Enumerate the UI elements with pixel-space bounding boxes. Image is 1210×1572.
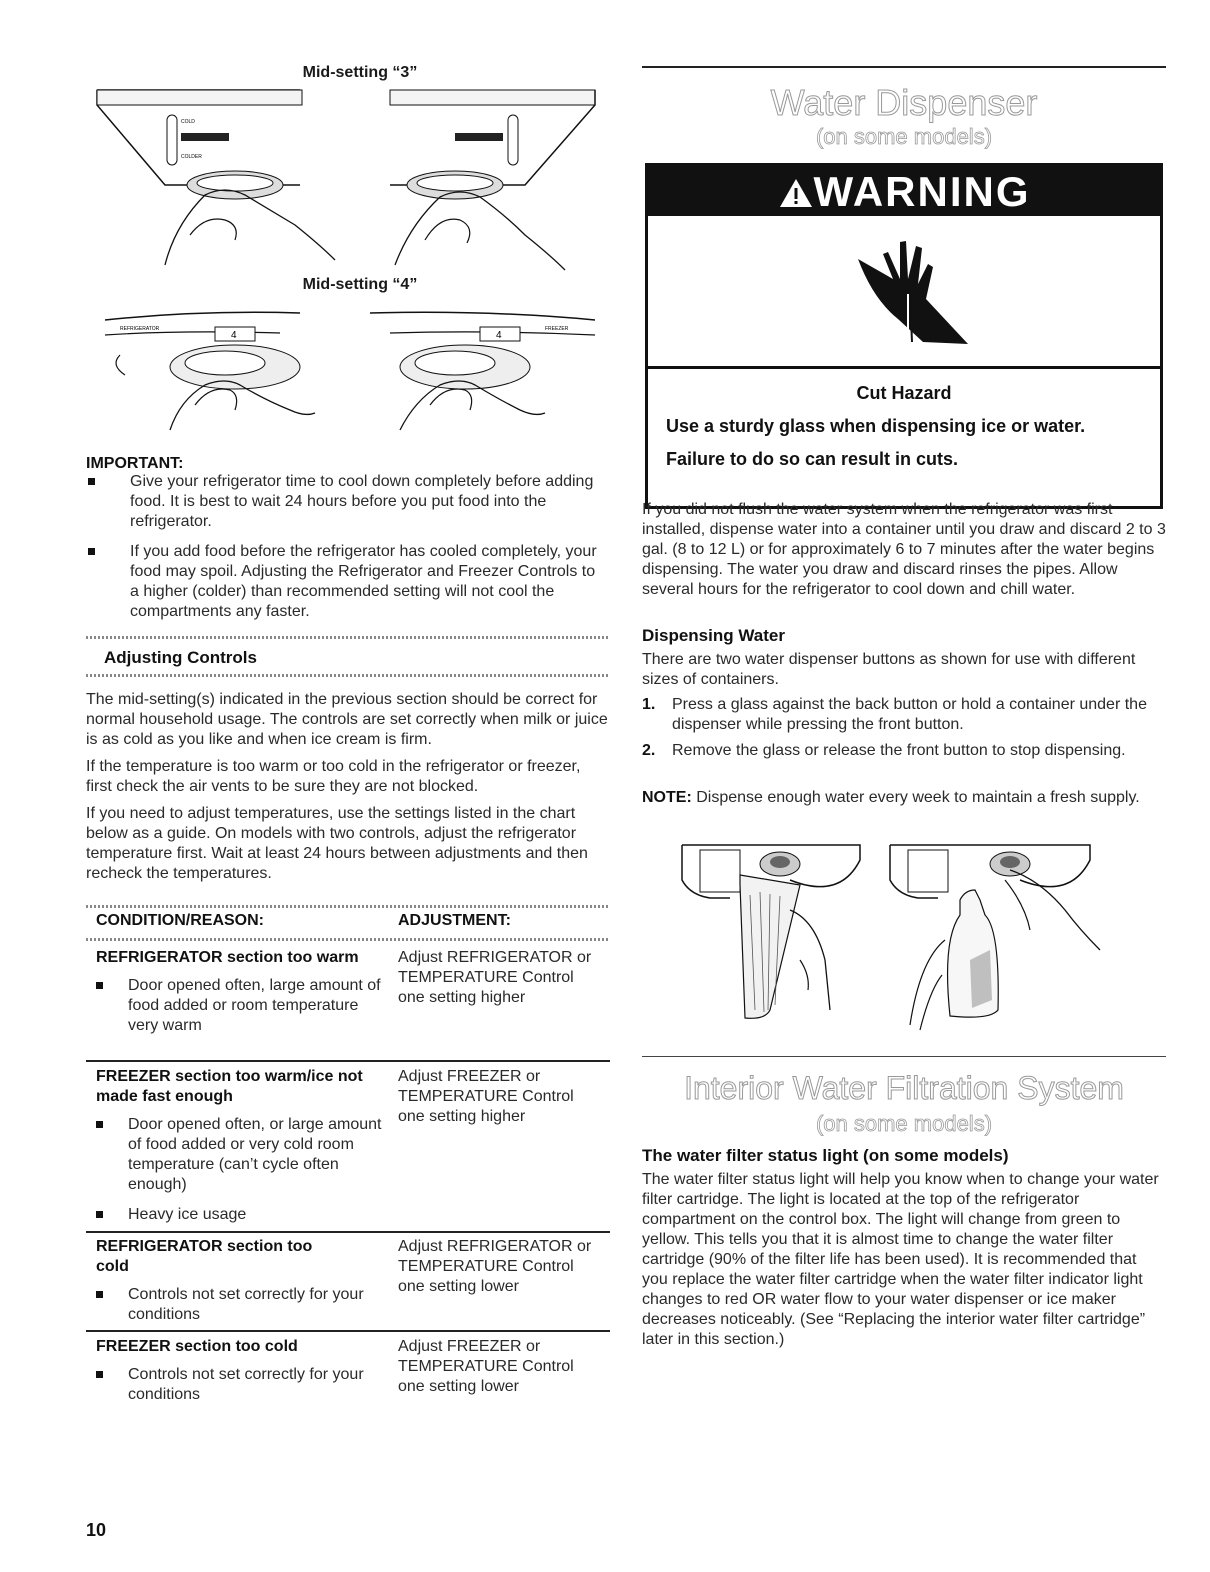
important-item-text: Give your refrigerator time to cool down completely before adding food. It is best to wait 24 hours before you put food into the refrigerator. [130, 473, 594, 530]
dial-number-4-left: 4 [231, 330, 237, 341]
dispensing-water-heading: Dispensing Water [642, 626, 785, 645]
warning-banner [648, 166, 1160, 216]
dispensing-intro: There are two water dispenser buttons as shown for use with different sizes of containers. [642, 651, 1136, 688]
filtration-heading: Interior Water Filtration System [684, 1070, 1124, 1106]
step-number: 1. [642, 696, 656, 713]
dial-label-refrigerator: REFRIGERATOR [120, 326, 160, 332]
reason-item [96, 1115, 386, 1195]
reason-text: Door opened often, or large amount of food added or very cold room temperature (can’t cycle often enough) [128, 1116, 382, 1193]
reason-item [96, 1285, 388, 1325]
adjustment-text: Adjust REFRIGERATOR or TEMPERATURE Control one setting higher [398, 949, 592, 1006]
note-paragraph [642, 788, 1162, 808]
filter-status-heading: The water filter status light (on some models) [642, 1146, 1009, 1165]
adjusting-paragraph: If the temperature is too warm or too cold in the refrigerator or freezer, first check the air vents to be sure they are not blocked. [86, 758, 581, 795]
hazard-graphic-area [648, 216, 1160, 369]
filtration-subheading: (on some models) [815, 1111, 993, 1136]
adjustment-text: Adjust REFRIGERATOR or TEMPERATURE Control one setting lower [398, 1238, 592, 1295]
condition-text: FREEZER section too cold [96, 1338, 298, 1355]
hazard-title: Cut Hazard [856, 383, 952, 403]
figure-caption-mid-setting-3: Mid-setting “3” [302, 64, 418, 81]
step-text: Press a glass against the back button or hold a container under the dispenser while pressing the front button. [672, 696, 1147, 733]
note-text: Dispense enough water every week to maintain a fresh supply. [691, 789, 1140, 806]
row-divider [86, 1330, 610, 1332]
dotted-divider [86, 905, 610, 908]
water-dispenser-heading: Water Dispenser [770, 82, 1038, 123]
note-label: NOTE: [642, 789, 692, 806]
bullet-icon [88, 478, 95, 485]
row-divider [86, 1060, 610, 1062]
cut-hand-icon [838, 234, 978, 352]
figure-caption-mid-setting-4: Mid-setting “4” [302, 276, 418, 293]
water-dispenser-illustration [680, 840, 1120, 1040]
section-divider [642, 1056, 1166, 1057]
bullet-icon [96, 1211, 103, 1218]
reason-text: Heavy ice usage [128, 1206, 247, 1223]
important-label: IMPORTANT: [86, 455, 184, 472]
table-row [96, 1337, 386, 1405]
adjusting-paragraphs [86, 690, 610, 884]
step-number: 2. [642, 742, 656, 759]
section-divider [642, 66, 1166, 68]
dotted-divider [86, 938, 610, 941]
dotted-divider [86, 674, 610, 677]
filter-status-paragraph: The water filter status light will help you know when to change your water filter cartridge. The light is located at the top of the refrigerator compartment on the control box. The light will change from green to yellow. This tells you that it is almost time to change the water filter cartridge (90% of the filter life has been used). It is recommended that you replace the water filter cartridge when the water filter indicator light changes to red OR water flow to your water dispenser or ice maker decreases noticeably. (See “Replacing the interior water filter cartridge” later in this section.) [642, 1171, 1159, 1348]
important-item-text: If you add food before the refrigerator has cooled completely, your food may spoil. Adjusting the Refrigerator and Freezer Controls to a higher (colder) than recommended setting will not cool the compartments any faster. [130, 543, 597, 620]
dial-number-4-right: 4 [496, 330, 502, 341]
bullet-icon [96, 1371, 103, 1378]
important-item [88, 472, 608, 532]
dial-label-colder: COLDER [181, 154, 202, 160]
warning-triangle-icon [778, 169, 814, 221]
control-dial-illustration-3 [95, 85, 600, 275]
dial-label-freezer: FREEZER [545, 326, 569, 332]
reason-text: Door opened often, large amount of food added or room temperature very warm [128, 977, 381, 1034]
bullet-icon [96, 982, 103, 989]
step-item [642, 741, 1166, 761]
table-row [96, 948, 386, 1036]
step-item [642, 695, 1166, 735]
page-number: 10 [86, 1520, 107, 1540]
row-divider [86, 1231, 610, 1233]
warning-box [645, 163, 1163, 509]
condition-text: REFRIGERATOR section too warm [96, 949, 359, 966]
dispensing-steps [642, 695, 1166, 761]
reason-item [96, 1205, 386, 1225]
table-header-adjustment: ADJUSTMENT: [398, 912, 511, 929]
hazard-line-1: Use a sturdy glass when dispensing ice or water. [666, 416, 1086, 436]
bullet-icon [96, 1291, 103, 1298]
adjustment-text: Adjust FREEZER or TEMPERATURE Control one setting higher [398, 1068, 574, 1125]
bullet-icon [96, 1121, 103, 1128]
dotted-divider [86, 636, 610, 639]
reason-text: Controls not set correctly for your conditions [128, 1286, 364, 1323]
adjusting-paragraph: If you need to adjust temperatures, use the settings listed in the chart below as a guide. On models with two controls, adjust the refrigerator temperature first. Wait at least 24 hours between adjustments and then recheck the temperatures. [86, 805, 588, 882]
adjusting-paragraph: The mid-setting(s) indicated in the previous section should be correct for normal household usage. The controls are set correctly when milk or juice is as cold as you like and when ice cream is firm. [86, 691, 608, 748]
flush-paragraph: If you did not flush the water system when the refrigerator was first installed, dispense water into a container until you draw and discard 2 to 3 gal. (8 to 12 L) or for approximately 6 to 7 minutes after the water begins dispensing. The water you draw and discard rinses the pipes. Allow several hours for the refrigerator to cool down and chill water. [642, 501, 1166, 598]
table-header-condition: CONDITION/REASON: [96, 912, 264, 929]
condition-text: FREEZER section too warm/ice not made fast enough [96, 1068, 363, 1105]
condition-text: REFRIGERATOR section too cold [96, 1238, 313, 1275]
dial-label-cold: COLD [181, 119, 195, 125]
important-item [88, 542, 608, 622]
bullet-icon [88, 548, 95, 555]
important-list [88, 472, 608, 622]
reason-text: Controls not set correctly for your conditions [128, 1366, 364, 1403]
table-row [96, 1067, 386, 1225]
warning-label: WARNING [813, 168, 1031, 215]
water-dispenser-subheading: (on some models) [815, 124, 993, 149]
step-text: Remove the glass or release the front button to stop dispensing. [672, 742, 1126, 759]
reason-item [96, 976, 386, 1036]
hazard-line-2: Failure to do so can result in cuts. [666, 449, 959, 469]
reason-item [96, 1365, 388, 1405]
table-row [96, 1237, 364, 1325]
adjustment-text: Adjust FREEZER or TEMPERATURE Control one setting lower [398, 1338, 574, 1395]
adjusting-controls-heading: Adjusting Controls [104, 648, 257, 667]
control-dial-illustration-4 [100, 305, 600, 435]
